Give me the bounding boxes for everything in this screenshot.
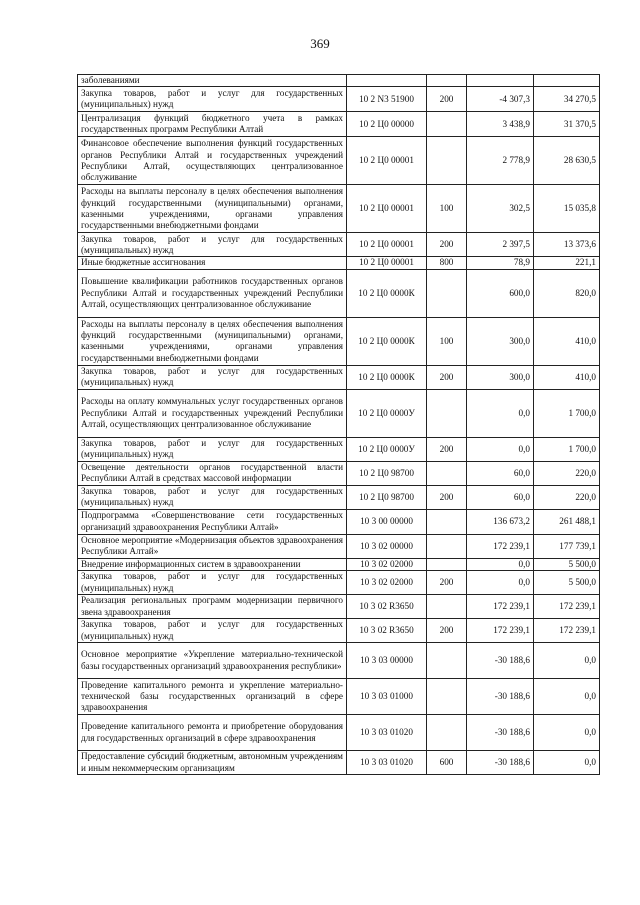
total-amount-cell: 34 270,5 [534,87,600,112]
table-row [78,389,600,437]
change-amount-cell: 0,0 [467,571,534,595]
expense-name-cell: Закупка товаров, работ и услуг для государственных (муниципальных) нужд [78,571,347,595]
total-amount-cell: 5 500,0 [534,571,600,595]
budget-table [77,74,600,775]
expense-name-cell: Подпрограмма «Совершенствование сети государственных организаций здравоохранения Республики Алтай» [78,509,347,534]
total-amount-cell: 220,0 [534,461,600,485]
target-code-cell: 10 2 Ц0 0000К [347,269,427,317]
table-row [78,437,600,461]
target-code-cell: 10 2 Ц0 00001 [347,257,427,269]
total-amount-cell: 0,0 [534,679,600,715]
change-amount-cell: -30 188,6 [467,679,534,715]
total-amount-cell: 172 239,1 [534,595,600,619]
change-amount-cell: 300,0 [467,317,534,365]
change-amount-cell: 3 438,9 [467,112,534,137]
change-amount-cell: 60,0 [467,461,534,485]
total-amount-cell: 28 630,5 [534,137,600,185]
table-row [78,534,600,558]
change-amount-cell: 172 239,1 [467,534,534,558]
target-code-cell: 10 3 02 02000 [347,571,427,595]
expense-name-cell: Основное мероприятие «Модернизация объектов здравоохранения Республики Алтай» [78,534,347,558]
target-code-cell: 10 3 03 01000 [347,679,427,715]
target-code-cell: 10 3 02 02000 [347,558,427,570]
expense-type-cell [427,269,467,317]
expense-name-cell: Реализация региональных программ модернизации первичного звена здравоохранения [78,595,347,619]
table-row [78,185,600,233]
target-code-cell: 10 2 Ц0 0000У [347,437,427,461]
change-amount-cell: 172 239,1 [467,595,534,619]
change-amount-cell: 2 397,5 [467,233,534,257]
change-amount-cell: 0,0 [467,437,534,461]
expense-name-cell: Освещение деятельности органов государственной власти Республики Алтай в средствах массовой информации [78,461,347,485]
change-amount-cell: 600,0 [467,269,534,317]
total-amount-cell [534,75,600,87]
change-amount-cell: 172 239,1 [467,619,534,643]
total-amount-cell: 15 035,8 [534,185,600,233]
change-amount-cell: 136 673,2 [467,509,534,534]
expense-name-cell: Повышение квалификации работников государственных органов Республики Алтай и государственных учреждений Республики Алтай, осуществляющих централизованное обслуживание [78,269,347,317]
page-number: 369 [310,36,330,51]
expense-name-cell: заболеваниями [78,75,347,87]
expense-type-cell: 800 [427,257,467,269]
expense-name-cell: Централизация функций бюджетного учета в рамках государственных программ Республики Алтай [78,112,347,137]
expense-type-cell [427,595,467,619]
total-amount-cell: 261 488,1 [534,509,600,534]
table-row [78,137,600,185]
table-row [78,257,600,269]
expense-type-cell: 200 [427,619,467,643]
total-amount-cell: 1 700,0 [534,389,600,437]
expense-type-cell: 200 [427,437,467,461]
target-code-cell: 10 3 02 R3650 [347,619,427,643]
table-row [78,485,600,509]
expense-type-cell [427,75,467,87]
table-row [78,715,600,751]
table-row [78,461,600,485]
table-row [78,595,600,619]
expense-type-cell [427,715,467,751]
expense-name-cell: Внедрение информационных систем в здравоохранении [78,558,347,570]
total-amount-cell: 1 700,0 [534,437,600,461]
change-amount-cell: -4 307,3 [467,87,534,112]
expense-type-cell: 200 [427,365,467,389]
total-amount-cell: 220,0 [534,485,600,509]
table-row [78,679,600,715]
table-row [78,751,600,775]
expense-name-cell: Закупка товаров, работ и услуг для государственных (муниципальных) нужд [78,437,347,461]
expense-name-cell: Предоставление субсидий бюджетным, автономным учреждениям и иным некоммерческим организациям [78,751,347,775]
expense-type-cell [427,679,467,715]
expense-type-cell [427,461,467,485]
target-code-cell: 10 3 03 01020 [347,751,427,775]
table-row [78,75,600,87]
table-row [78,558,600,570]
change-amount-cell: 2 778,9 [467,137,534,185]
total-amount-cell: 5 500,0 [534,558,600,570]
expense-type-cell: 100 [427,185,467,233]
change-amount-cell: 302,5 [467,185,534,233]
change-amount-cell: -30 188,6 [467,751,534,775]
table-row [78,619,600,643]
expense-name-cell: Закупка товаров, работ и услуг для государственных (муниципальных) нужд [78,233,347,257]
expense-type-cell [427,509,467,534]
expense-name-cell: Проведение капитального ремонта и приобретение оборудования для государственных организаций в сфере здравоохранения [78,715,347,751]
target-code-cell: 10 2 Ц0 98700 [347,485,427,509]
expense-type-cell: 200 [427,485,467,509]
total-amount-cell: 0,0 [534,751,600,775]
expense-name-cell: Иные бюджетные ассигнования [78,257,347,269]
total-amount-cell: 172 239,1 [534,619,600,643]
total-amount-cell: 177 739,1 [534,534,600,558]
target-code-cell: 10 2 Ц0 00000 [347,112,427,137]
target-code-cell: 10 2 Ц0 0000У [347,389,427,437]
change-amount-cell: 0,0 [467,389,534,437]
table-row [78,365,600,389]
budget-table-body [78,75,600,775]
expense-type-cell [427,389,467,437]
expense-name-cell: Основное мероприятие «Укрепление материально-технической базы государственных организаций здравоохранения республики» [78,643,347,679]
table-row [78,643,600,679]
target-code-cell: 10 2 Ц0 00001 [347,185,427,233]
expense-type-cell: 200 [427,233,467,257]
target-code-cell: 10 2 Ц0 0000К [347,365,427,389]
total-amount-cell: 221,1 [534,257,600,269]
target-code-cell: 10 3 00 00000 [347,509,427,534]
total-amount-cell: 0,0 [534,715,600,751]
table-row [78,112,600,137]
expense-type-cell [427,558,467,570]
expense-name-cell: Проведение капитального ремонта и укрепление материально-технической базы государственных организаций в сфере здравоохранения [78,679,347,715]
change-amount-cell: 60,0 [467,485,534,509]
target-code-cell: 10 2 Ц0 00001 [347,137,427,185]
expense-type-cell: 200 [427,87,467,112]
change-amount-cell: -30 188,6 [467,643,534,679]
expense-name-cell: Расходы на выплаты персоналу в целях обеспечения выполнения функций государственными (муниципальными) органами, казенными учреждениями, органами управления государственными внебюджетными фондами [78,317,347,365]
table-row [78,317,600,365]
change-amount-cell: -30 188,6 [467,715,534,751]
expense-name-cell: Финансовое обеспечение выполнения функций государственных органов Республики Алтай и государственных учреждений Республики Алтай, осуществляющих централизованное обслуживание [78,137,347,185]
target-code-cell: 10 2 Ц0 00001 [347,233,427,257]
target-code-cell: 10 2 Ц0 98700 [347,461,427,485]
target-code-cell: 10 3 02 R3650 [347,595,427,619]
expense-name-cell: Закупка товаров, работ и услуг для государственных (муниципальных) нужд [78,87,347,112]
table-row [78,571,600,595]
expense-name-cell: Закупка товаров, работ и услуг для государственных (муниципальных) нужд [78,619,347,643]
expense-type-cell [427,534,467,558]
target-code-cell: 10 3 03 01020 [347,715,427,751]
expense-type-cell [427,137,467,185]
change-amount-cell [467,75,534,87]
expense-type-cell [427,643,467,679]
change-amount-cell: 300,0 [467,365,534,389]
expense-name-cell: Расходы на оплату коммунальных услуг государственных органов Республики Алтай и государственных учреждений Республики Алтай, осуществляющих централизованное обслуживание [78,389,347,437]
target-code-cell: 10 2 N3 51900 [347,87,427,112]
expense-name-cell: Закупка товаров, работ и услуг для государственных (муниципальных) нужд [78,485,347,509]
target-code-cell: 10 3 02 00000 [347,534,427,558]
expense-type-cell: 100 [427,317,467,365]
target-code-cell: 10 2 Ц0 0000К [347,317,427,365]
table-row [78,269,600,317]
total-amount-cell: 0,0 [534,643,600,679]
change-amount-cell: 0,0 [467,558,534,570]
target-code-cell [347,75,427,87]
total-amount-cell: 820,0 [534,269,600,317]
total-amount-cell: 13 373,6 [534,233,600,257]
total-amount-cell: 410,0 [534,317,600,365]
expense-type-cell: 200 [427,571,467,595]
expense-type-cell: 600 [427,751,467,775]
total-amount-cell: 31 370,5 [534,112,600,137]
table-row [78,87,600,112]
expense-name-cell: Расходы на выплаты персоналу в целях обеспечения выполнения функций государственными (муниципальными) органами, казенными учреждениями, органами управления государственными внебюджетными фондами [78,185,347,233]
table-row [78,509,600,534]
table-row [78,233,600,257]
target-code-cell: 10 3 03 00000 [347,643,427,679]
expense-type-cell [427,112,467,137]
expense-name-cell: Закупка товаров, работ и услуг для государственных (муниципальных) нужд [78,365,347,389]
change-amount-cell: 78,9 [467,257,534,269]
total-amount-cell: 410,0 [534,365,600,389]
